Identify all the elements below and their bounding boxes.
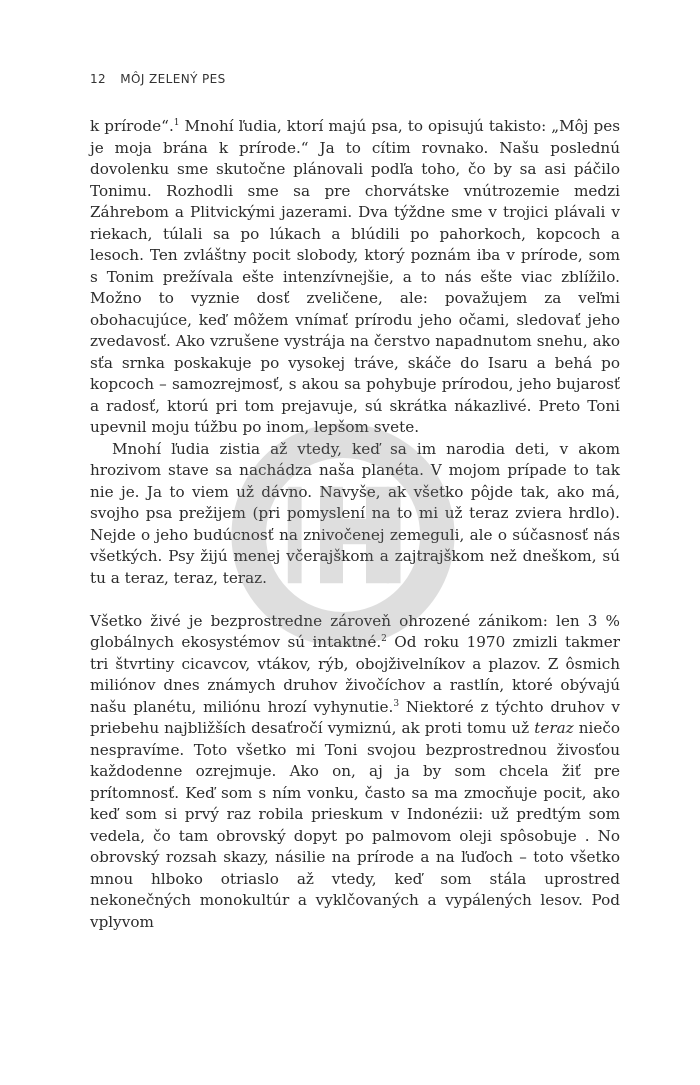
text-run: Všetko živé je bezprostredne zároveň ohrozené zánikom: len 3 % globálnych ekosystémov sú intaktné.	[90, 611, 620, 651]
running-header	[90, 72, 226, 86]
text-run: Od roku 1970 zmizli takmer tri štvrtiny cicavcov, vtákov, rýb, obojživelníkov a plazov. Z ôsmich miliónov dnes známych druhov živočíchov a rastlín, ktoré obývajú našu planétu, miliónu hrozí vyhynutie.	[90, 633, 621, 716]
text-run: Mnohí ľudia, ktorí majú psa, to opisujú takisto: „Môj pes je moja brána k prírode.“ Ja to cítim rovnako. Našu poslednú dovolenku sme skutočne plánovali podľa toho, čo by sa asi páčilo Tonimu. Rozhodli sme sa pre chorvátske vnútrozemie medzi Záhrebom a Plitvickými jazerami. Dva týždne sme v trojici plávali v riekach, túlali sa po lúkach a blúdili po pahorkoch, kopcoch a lesoch. Ten zvláštny pocit slobody, ktorý poznám iba v prírode, som s Tonim prežívala ešte intenzívnejšie, a to nás ešte viac zblížilo. Možno to vyznie dosť zveličene, ale: považujem za veľmi obohacujúce, keď môžem vnímať prírodu jeho očami, sledovať jeho zvedavosť. Ako vzrušene vystrája na čerstvo napadnutom snehu, ako sťa srnka poskakuje po vysokej tráve, skáče do Isaru a behá po kopcoch – samozrejmosť, s akou sa pohybuje prírodou, jeho bujarosť a radosť, ktorú pri tom prejavuje, sú skrátka nákazlivé. Preto Toni upevnil moju túžbu po inom, lepšom svete.	[90, 117, 621, 436]
paragraph	[90, 439, 620, 590]
text-run: Niektoré z týchto druhov v priebehu najbližších desaťročí vymiznú, ak proti tomu už	[90, 697, 620, 737]
page-number: 12	[90, 72, 107, 86]
emphasis: teraz	[534, 719, 574, 737]
chapter-title: MÔJ ZELENÝ PES	[120, 72, 226, 86]
text-run: Mnohí ľudia zistia až vtedy, keď sa im narodia deti, v akom hrozivom stave sa nachádza naša planéta. V mojom prípade to tak nie je. Ja to viem už dávno. Navyše, ak všetko pôjde tak, ako má, svojho psa prežijem (pri pomyslení na to mi už teraz zviera hrdlo). Nejde o jeho budúcnosť na znivočenej zemeguli, ale o súčasnosť nás všetkých. Psy žijú menej včerajškom a zajtrajškom než dneškom, sú tu a teraz, teraz, teraz.	[90, 439, 620, 587]
text-run: k prírode“.	[90, 117, 174, 135]
footnote-ref: 1	[173, 117, 180, 128]
body-text	[90, 116, 620, 933]
paragraph	[90, 611, 620, 934]
paragraph	[90, 116, 620, 439]
footnote-ref: 2	[381, 633, 387, 644]
text-run: niečo nespravíme. Toto všetko mi Toni svojou bezprostrednou živosťou každodenne ozrejmuje. Ako on, aj ja by som chcela žiť pre prítomnosť. Keď som s ním vonku, často sa ma zmocňuje pocit, ako keď som si prvý raz robila prieskum v Indonézii: už predtým som vedela, čo tam obrovský dopyt po palmovom oleji spôsobuje . No obrovský rozsah skazy, násilie na prírode a na ľuďoch – toto všetko mnou hlboko otriaslo až vtedy, keď som stála uprostred nekonečných monokultúr a vyklčovaných a vypálených lesov. Pod vplyvom	[90, 719, 620, 931]
footnote-ref: 3	[393, 698, 400, 709]
